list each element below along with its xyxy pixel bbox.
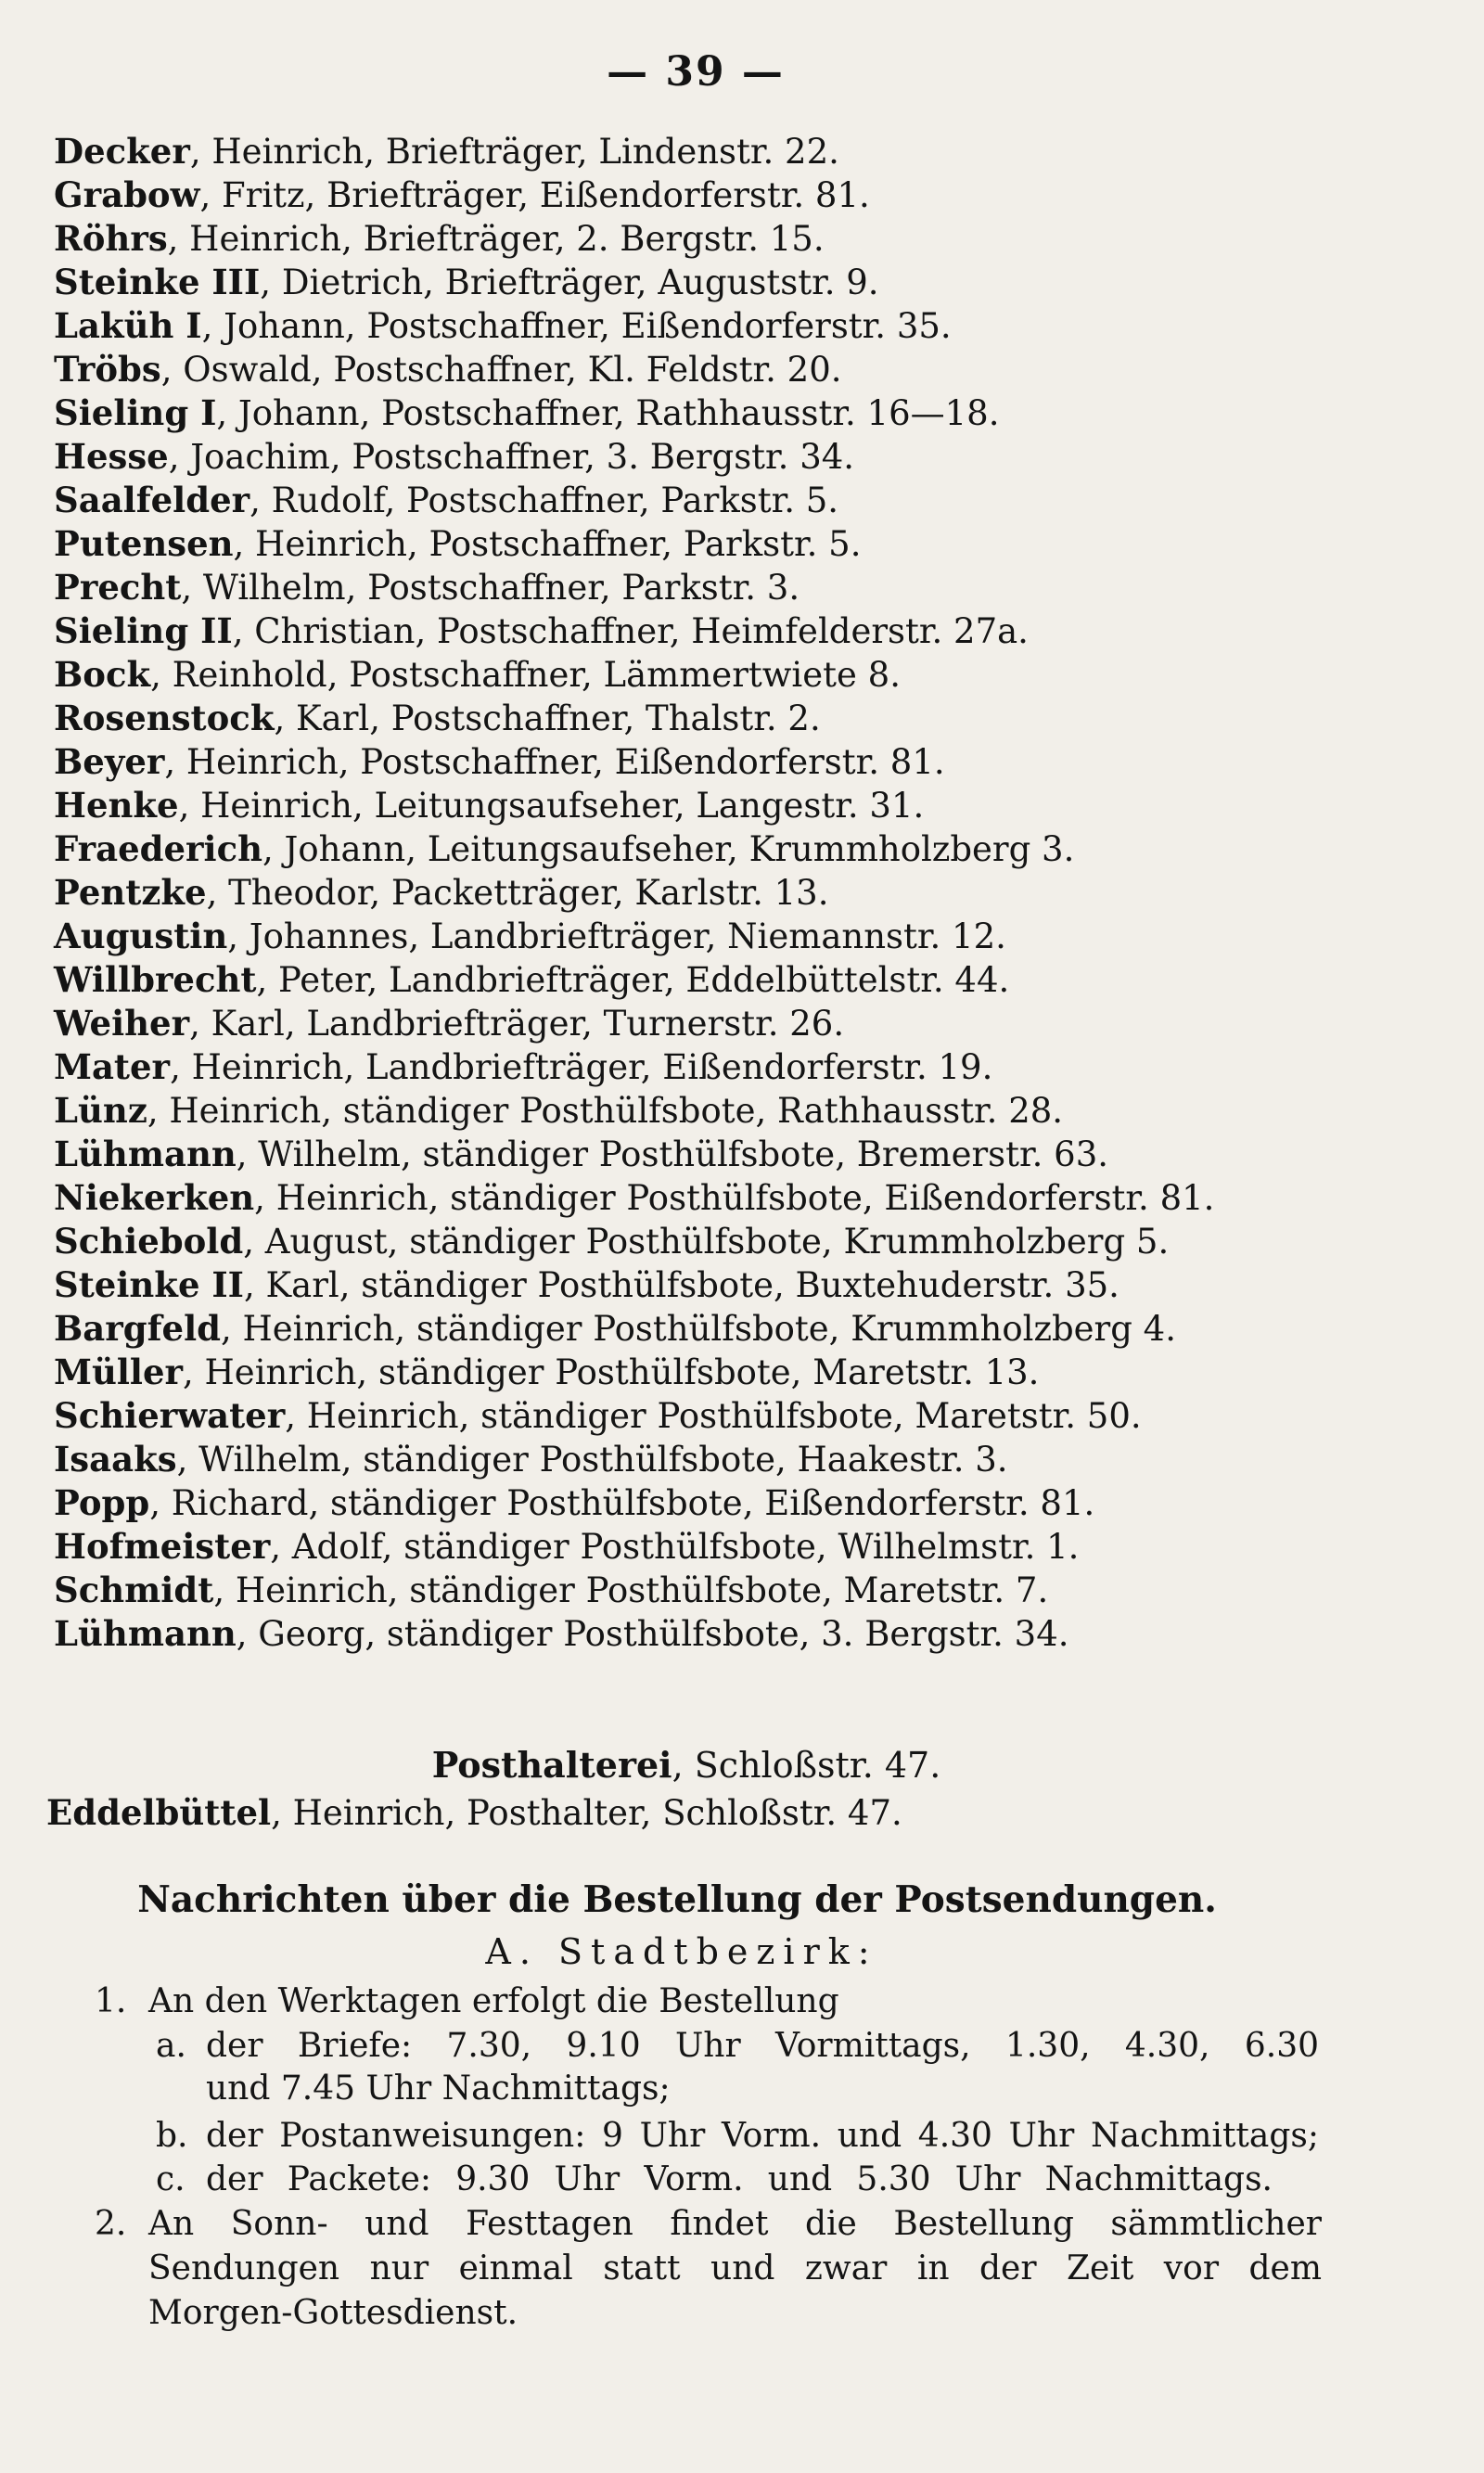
personnel-entry: [54, 784, 1445, 827]
entry-surname: Popp: [54, 1482, 150, 1523]
personnel-entry: [54, 871, 1445, 915]
personnel-entry: [54, 915, 1445, 958]
entry-surname: Pentzke: [54, 872, 207, 913]
rule-1c-label: c.: [156, 2160, 186, 2198]
entry-details: , Karl, Landbriefträger, Turnerstr. 26.: [189, 1004, 845, 1044]
personnel-entry: [54, 1045, 1445, 1089]
entry-details: , August, ständiger Posthülfsbote, Krummholzberg 5.: [243, 1222, 1170, 1262]
entry-details: , Johannes, Landbriefträger, Niemannstr. 12.: [227, 916, 1006, 956]
personnel-entry: [54, 217, 1445, 261]
entry-surname: Hofmeister: [54, 1526, 271, 1567]
entry-surname: Rosenstock: [54, 698, 275, 738]
entry-details: , Heinrich, Briefträger, 2. Bergstr. 15.: [167, 219, 825, 259]
entry-details: , Heinrich, ständiger Posthülfsbote, Eißendorferstr. 81.: [254, 1178, 1215, 1218]
entry-surname: Willbrecht: [54, 959, 257, 1000]
entry-details: , Heinrich, Postschaffner, Eißendorferstr. 81.: [164, 742, 945, 782]
entry-surname: Weiher: [54, 1003, 190, 1044]
entry-surname: Augustin: [54, 916, 228, 956]
district-heading: A. Stadtbezirk:: [485, 1931, 878, 1972]
personnel-entry: [54, 1176, 1445, 1220]
entry-details: , Oswald, Postschaffner, Kl. Feldstr. 20.: [160, 350, 842, 390]
rule-1b-text: der Postanweisungen: 9 Uhr Vorm. und 4.30 Uhr Nachmittags;: [206, 2117, 1319, 2155]
personnel-entry: [54, 697, 1445, 740]
entry-details: , Heinrich, Briefträger, Lindenstr. 22.: [189, 132, 839, 172]
entry-details: , Heinrich, ständiger Posthülfsbote, Rathhausstr. 28.: [147, 1091, 1064, 1131]
entry-details: , Heinrich, Leitungsaufseher, Langestr. 31.: [178, 786, 925, 826]
entry-surname: Bargfeld: [54, 1308, 221, 1349]
entry-surname: Schmidt: [54, 1570, 214, 1610]
rule-2-line-2: Sendungen nur einmal statt und zwar in der Zeit vor dem: [148, 2249, 1322, 2287]
entry-surname: Müller: [54, 1352, 184, 1392]
entry-details: , Karl, ständiger Posthülfsbote, Buxtehuderstr. 35.: [243, 1265, 1119, 1305]
entry-details: , Reinhold, Postschaffner, Lämmertwiete 8.: [150, 655, 901, 695]
personnel-entry: [54, 1351, 1445, 1394]
rule-2-number: 2.: [95, 2205, 127, 2243]
personnel-entry: [54, 1569, 1445, 1612]
personnel-entry: [54, 435, 1445, 479]
postmaster-details: , Heinrich, Posthalter, Schloßstr. 47.: [271, 1793, 902, 1833]
personnel-entry: [54, 740, 1445, 784]
entry-details: , Georg, ständiger Posthülfsbote, 3. Bergstr. 34.: [236, 1614, 1069, 1654]
personnel-entry: [54, 1263, 1445, 1307]
entry-surname: Precht: [54, 567, 182, 608]
personnel-entry: [54, 1002, 1445, 1045]
entry-surname: Putensen: [54, 523, 234, 564]
entry-surname: Henke: [54, 785, 179, 826]
personnel-entry: [54, 522, 1445, 566]
entry-details: , Karl, Postschaffner, Thalstr. 2.: [274, 698, 821, 738]
personnel-entry: [54, 479, 1445, 522]
personnel-entry: [54, 1220, 1445, 1263]
personnel-entry: [54, 1525, 1445, 1569]
entry-surname: Mater: [54, 1046, 171, 1087]
entry-details: , Theodor, Packetträger, Karlstr. 13.: [206, 873, 829, 913]
rule-2-line-3: Morgen-Gottesdienst.: [148, 2294, 518, 2332]
rule-1a-line-2: und 7.45 Uhr Nachmittags;: [206, 2069, 671, 2108]
entry-surname: Lühmann: [54, 1613, 237, 1654]
rule-1a-label: a.: [156, 2027, 186, 2065]
entry-surname: Schierwater: [54, 1395, 286, 1436]
entry-details: , Adolf, ständiger Posthülfsbote, Wilhelmstr. 1.: [270, 1527, 1080, 1567]
entry-details: , Dietrich, Briefträger, Auguststr. 9.: [260, 263, 879, 302]
entry-details: , Johann, Leitungsaufseher, Krummholzberg 3.: [262, 829, 1075, 869]
personnel-entry: [54, 827, 1445, 871]
entry-surname: Saalfelder: [54, 480, 250, 520]
personnel-entry: [54, 1394, 1445, 1438]
entry-surname: Schiebold: [54, 1221, 244, 1262]
post-office-address: , Schloßstr. 47.: [672, 1745, 941, 1786]
entry-surname: Lünz: [54, 1090, 147, 1131]
entry-surname: Hesse: [54, 436, 169, 477]
postmaster-name: Eddelbüttel: [46, 1792, 272, 1833]
entry-surname: Lühmann: [54, 1134, 237, 1174]
entry-details: , Johann, Postschaffner, Eißendorferstr. 35.: [201, 306, 952, 346]
entry-surname: Bock: [54, 654, 151, 695]
entry-details: , Heinrich, ständiger Posthülfsbote, Krummholzberg 4.: [221, 1309, 1176, 1349]
rule-1a-line-1: der Briefe: 7.30, 9.10 Uhr Vormittags, 1.30, 4.30, 6.30: [206, 2027, 1319, 2065]
post-office-heading: [0, 1744, 1373, 1786]
personnel-entry: [54, 391, 1445, 435]
entry-surname: Sieling II: [54, 610, 233, 651]
entry-details: , Heinrich, Postschaffner, Parkstr. 5.: [233, 524, 862, 564]
post-office-title: Posthalterei: [431, 1744, 672, 1786]
personnel-entry: [54, 304, 1445, 348]
entry-details: , Richard, ständiger Posthülfsbote, Eißendorferstr. 81.: [149, 1483, 1095, 1523]
entry-details: , Heinrich, ständiger Posthülfsbote, Maretstr. 50.: [285, 1396, 1142, 1436]
personnel-entry: [54, 1438, 1445, 1481]
entry-surname: Steinke II: [54, 1264, 244, 1305]
entry-surname: Decker: [54, 131, 190, 172]
entry-surname: Niekerken: [54, 1177, 255, 1218]
personnel-entry: [54, 566, 1445, 609]
entry-surname: Sieling I: [54, 392, 217, 433]
personnel-entry: [54, 173, 1445, 217]
personnel-entry: [54, 348, 1445, 391]
rule-2-line-1: An Sonn- und Festtagen findet die Bestellung sämmtlicher: [148, 2205, 1322, 2243]
personnel-entry: [54, 1089, 1445, 1133]
personnel-entry: [54, 609, 1445, 653]
entry-details: , Heinrich, ständiger Posthülfsbote, Maretstr. 13.: [183, 1352, 1040, 1392]
entry-details: , Johann, Postschaffner, Rathhausstr. 16—18.: [216, 393, 1000, 433]
personnel-list: [54, 130, 1445, 1656]
entry-details: , Joachim, Postschaffner, 3. Bergstr. 34.: [168, 437, 855, 477]
entry-details: , Wilhelm, ständiger Posthülfsbote, Haakestr. 3.: [176, 1440, 1008, 1480]
personnel-entry: [54, 130, 1445, 173]
personnel-entry: [54, 958, 1445, 1002]
personnel-entry: [54, 1307, 1445, 1351]
rule-1c-text: der Packete: 9.30 Uhr Vorm. und 5.30 Uhr Nachmittags.: [206, 2160, 1273, 2198]
entry-surname: Isaaks: [54, 1439, 177, 1480]
rule-1-text: An den Werktagen erfolgt die Bestellung: [148, 1982, 839, 2020]
personnel-entry: [54, 261, 1445, 304]
entry-details: , Heinrich, ständiger Posthülfsbote, Maretstr. 7.: [213, 1570, 1049, 1610]
entry-surname: Laküh I: [54, 305, 202, 346]
page-number: — 39 —: [607, 48, 785, 96]
rule-1-number: 1.: [95, 1982, 127, 2020]
entry-surname: Steinke III: [54, 262, 261, 302]
entry-details: , Fritz, Briefträger, Eißendorferstr. 81.: [199, 175, 870, 215]
entry-details: , Heinrich, Landbriefträger, Eißendorferstr. 19.: [170, 1047, 993, 1087]
rule-1b-label: b.: [156, 2117, 188, 2155]
personnel-entry: [54, 1612, 1445, 1656]
entry-surname: Fraederich: [54, 828, 263, 869]
personnel-entry: [54, 1133, 1445, 1176]
delivery-section-heading: Nachrichten über die Bestellung der Postsendungen.: [137, 1878, 1217, 1921]
personnel-entry: [54, 1481, 1445, 1525]
entry-surname: Beyer: [54, 741, 165, 782]
entry-details: , Christian, Postschaffner, Heimfelderstr. 27a.: [232, 611, 1029, 651]
postmaster-entry: [46, 1792, 902, 1833]
entry-surname: Grabow: [54, 174, 200, 215]
entry-details: , Wilhelm, ständiger Posthülfsbote, Bremerstr. 63.: [236, 1134, 1109, 1174]
entry-details: , Peter, Landbriefträger, Eddelbüttelstr. 44.: [256, 960, 1010, 1000]
entry-surname: Röhrs: [54, 218, 168, 259]
entry-surname: Tröbs: [54, 349, 161, 390]
entry-details: , Wilhelm, Postschaffner, Parkstr. 3.: [181, 568, 800, 608]
entry-details: , Rudolf, Postschaffner, Parkstr. 5.: [249, 481, 839, 520]
personnel-entry: [54, 653, 1445, 697]
